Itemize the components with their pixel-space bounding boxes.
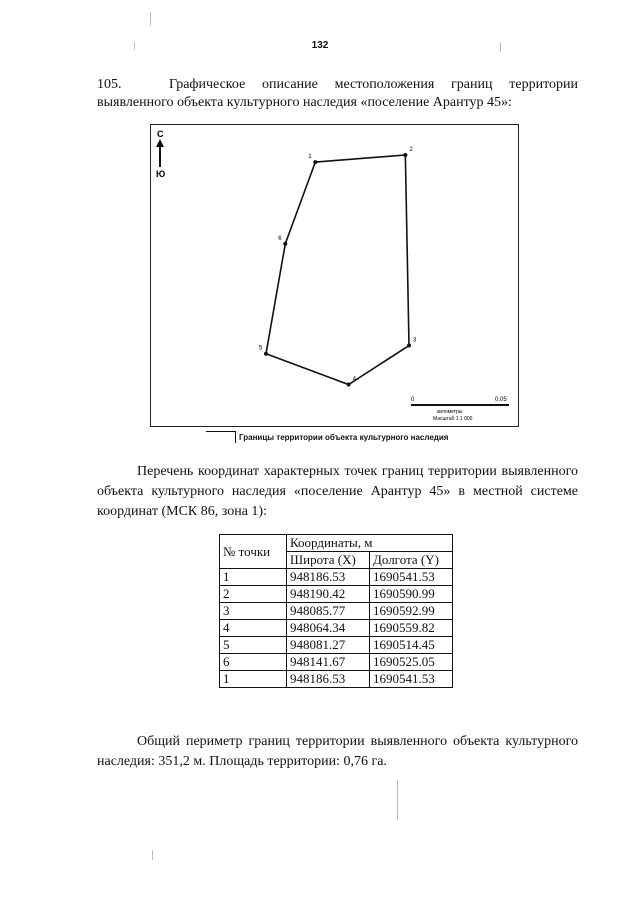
table-row — [220, 603, 453, 620]
boundary-map — [150, 124, 519, 427]
scan-artifact — [150, 12, 151, 26]
col-coords-header: Координаты, м — [287, 535, 453, 552]
table-cell-x: 948085.77 — [287, 603, 370, 620]
legend-label: Границы территории объекта культурного наследия — [239, 432, 449, 442]
north-arrow — [156, 129, 165, 179]
coordinates-table — [219, 534, 453, 688]
boundary-point-label: 3 — [413, 337, 417, 344]
table-cell-y: 1690525.05 — [370, 654, 453, 671]
boundary-line — [266, 155, 409, 385]
section-number: 105. — [97, 77, 122, 92]
table-cell-y: 1690514.45 — [370, 637, 453, 654]
col-point-header: № точки — [220, 535, 287, 569]
table-cell-x: 948190.42 — [287, 586, 370, 603]
table-cell-y: 1690541.53 — [370, 671, 453, 688]
table-row — [220, 569, 453, 586]
table-cell-point: 1 — [220, 569, 287, 586]
south-label: Ю — [156, 169, 166, 179]
coordinates-body — [220, 569, 453, 688]
scan-artifact — [152, 850, 153, 860]
col-y-header: Долгота (Y) — [370, 552, 453, 569]
boundary-point-6 — [283, 242, 287, 246]
boundary-point-label: 5 — [259, 345, 263, 352]
section-heading — [97, 76, 578, 112]
table-cell-y: 1690590.99 — [370, 586, 453, 603]
table-cell-x: 948081.27 — [287, 637, 370, 654]
scale-unit: километры — [437, 409, 463, 415]
boundary-point-label: 4 — [352, 376, 356, 383]
boundary-point-1 — [313, 160, 317, 164]
table-cell-point: 5 — [220, 637, 287, 654]
scan-artifact — [397, 780, 398, 820]
north-label: С — [157, 129, 164, 139]
scale-end: 0,05 — [495, 397, 507, 403]
table-row — [220, 654, 453, 671]
table-cell-x: 948186.53 — [287, 569, 370, 586]
map-canvas — [151, 125, 518, 426]
table-cell-y: 1690592.99 — [370, 603, 453, 620]
summary-text: Общий периметр границ территории выявленного объекта культурного наследия: 351,2 м. Площадь территории: 0,76 га. — [97, 734, 578, 769]
table-cell-y: 1690559.82 — [370, 620, 453, 637]
table-cell-point: 6 — [220, 654, 287, 671]
scale-start: 0 — [411, 397, 415, 403]
page-number: 132 — [311, 40, 329, 51]
boundary-group — [259, 147, 417, 387]
table-cell-point: 2 — [220, 586, 287, 603]
map-legend — [206, 431, 448, 443]
col-x-header: Широта (X) — [287, 552, 370, 569]
boundary-point-2 — [403, 153, 407, 157]
table-cell-x: 948141.67 — [287, 654, 370, 671]
boundary-point-5 — [264, 352, 268, 356]
list-intro — [97, 462, 578, 522]
north-arrow-head — [156, 139, 164, 147]
table-row — [220, 637, 453, 654]
list-intro-text: Перечень координат характерных точек границ территории выявленного объекта культурного наследия «поселение Арантур 45» в местной системе координат (МСК 86, зона 1): — [97, 464, 578, 519]
table-row — [220, 586, 453, 603]
boundary-point-label: 2 — [409, 147, 413, 153]
boundary-point-3 — [407, 344, 411, 348]
boundary-point-label: 6 — [278, 235, 282, 242]
table-cell-x: 948186.53 — [287, 671, 370, 688]
summary — [97, 732, 578, 772]
table-cell-point: 3 — [220, 603, 287, 620]
boundary-point-4 — [347, 383, 351, 387]
boundary-point-label: 1 — [308, 154, 312, 161]
scale-bar — [411, 397, 509, 422]
table-cell-y: 1690541.53 — [370, 569, 453, 586]
table-row — [220, 620, 453, 637]
table-cell-point: 4 — [220, 620, 287, 637]
section-title: Графическое описание местоположения границ территории выявленного объекта культурного наследия «поселение Арантур 45»: — [97, 77, 578, 110]
scale-text: Масштаб 1:1 000 — [433, 416, 473, 422]
table-cell-point: 1 — [220, 671, 287, 688]
legend-line-symbol — [206, 431, 236, 443]
table-row — [220, 671, 453, 688]
table-cell-x: 948064.34 — [287, 620, 370, 637]
